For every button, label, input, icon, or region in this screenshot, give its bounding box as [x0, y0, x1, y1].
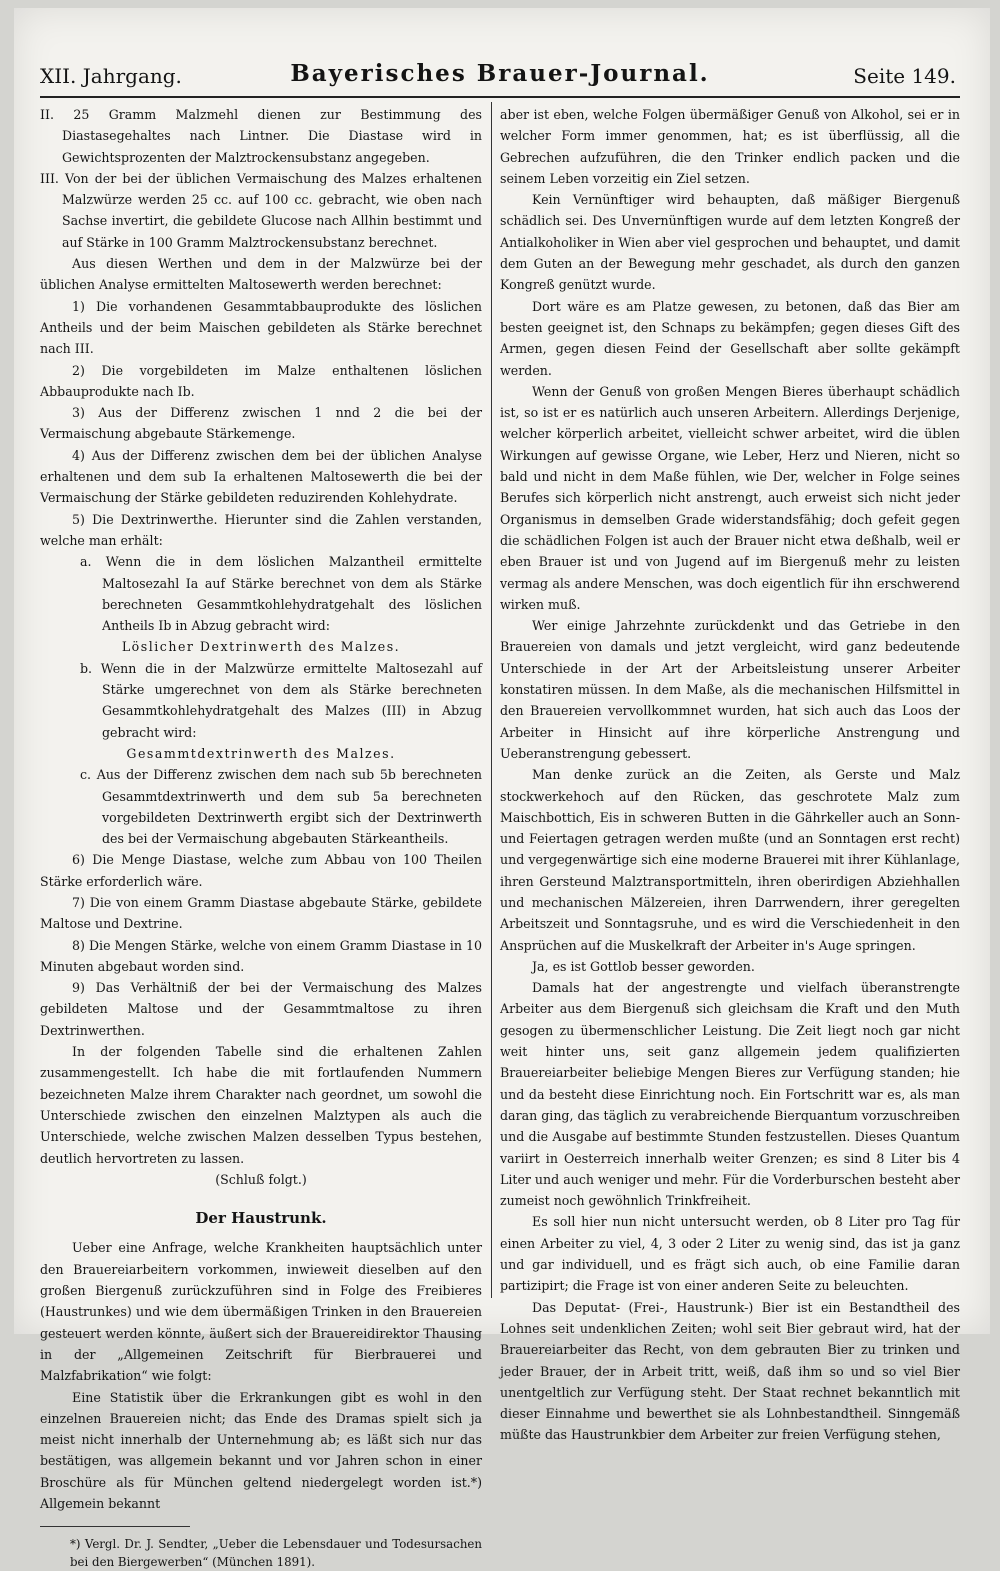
- paragraph: Damals hat der angestrengte und vielfach überanstrengte Arbeiter aus dem Biergenuß sich gleichsam die Kraft und den Muth gesogen zu übermenschlicher Leistung. Die Zeit liegt noch gar nicht weit hinter uns, seit ganz allgemein jedem qualifizierten Brauereiarbeiter beliebige Mengen Bieres zur Verfügung standen; hie und da besteht diese Einrichtung noch. Ein Fortschritt war es, als man daran ging, das täglich zu verabreichende Bierquantum vorzuschreiben und die Ausgabe auf bestimmte Stunden festzustellen. Dieses Quantum variirt in Oesterreich innerhalb weiter Grenzen; es sind 8 Liter bis 4 Liter und auch weniger und mehr. Für die Vorderburschen besteht aber zumeist noch gewöhnlich Trinkfreiheit.: [500, 980, 960, 1209]
- paragraph: 6) Die Menge Diastase, welche zum Abbau von 100 Theilen Stärke erforderlich wäre.: [40, 852, 482, 889]
- paragraph: Gesammtdextrinwerth des Malzes.: [126, 745, 396, 761]
- paragraph: In der folgenden Tabelle sind die erhaltenen Zahlen zusammengestellt. Ich habe die mit fortlaufenden Nummern bezeichneten Malze ihrem Charakter nach geordnet, um sowohl die Unterschiede zwischen den einzelnen Malztypen als auch die Unterschiede, welche zwischen Malzen desselben Typus bestehen, deutlich hervortreten zu lassen.: [40, 1044, 482, 1166]
- paragraph: Ueber eine Anfrage, welche Krankheiten hauptsächlich unter den Brauereiarbeitern vorkommen, inwieweit dieselben auf den großen Biergenuß zurückzuführen sind in Folge des Freibieres (Haustrunkes) und wie dem übermäßigen Trinken in den Brauereien gesteuert werden könnte, äußert sich der Brauereidirektor Thausing in der „Allgemeinen Zeitschrift für Bierbrauerei und Malzfabrikation“ wie folgt:: [40, 1240, 482, 1384]
- page-number: Seite 149.: [853, 64, 956, 88]
- paragraph: 4) Aus der Differenz zwischen dem bei der üblichen Analyse erhaltenen und dem sub Ia erhaltenen Maltosewerth die bei der Vermaischung der Stärke gebildeten reduzirenden Kohlehydrate.: [40, 447, 482, 506]
- paragraph: Löslicher Dextrinwerth des Malzes.: [121, 639, 401, 655]
- right-column: [500, 104, 960, 1446]
- paragraph: a. Wenn die in dem löslichen Malzantheil ermittelte Maltosezahl Ia auf Stärke berechnet von dem als Stärke berechneten Gesammtkohlehydratgehalt des löslichen Antheils Ib in Abzug gebracht wird:: [80, 554, 482, 634]
- paragraph: 3) Aus der Differenz zwischen 1 nnd 2 die bei der Vermaischung abgebaute Stärkemenge.: [40, 405, 482, 442]
- paragraph: 2) Die vorgebildeten im Malze enthaltenen löslichen Abbauprodukte nach Ib.: [40, 362, 482, 399]
- paragraph: Wenn der Genuß von großen Mengen Bieres überhaupt schädlich ist, so ist er es natürlich auch unseren Arbeitern. Allerdings Derjenige, welcher körperlich arbeitet, vielleicht schwer arbeitet, wird die üblen Wirkungen auf gewisse Organe, wie Leber, Herz und Nieren, nicht so bald und nicht in dem Maße fühlen, wie Der, welcher in Folge seines Berufes sich körperlich nicht anstrengt, auch erweist sich nicht jeder Organismus in demselben Grade widerstandsfähig; doch gefeit gegen die schädlichen Folgen ist auch der Brauer nicht etwa deßhalb, weil er eben Brauer ist und von Jugend auf im Biergenuß mehr zu leisten vermag als andere Menschen, was doch eigentlich für ihn erschwerend wirken muß.: [500, 383, 960, 612]
- paragraph: Dort wäre es am Platze gewesen, zu betonen, daß das Bier am besten geeignet ist, den Schnaps zu bekämpfen; gegen dieses Gift des Armen, gegen diesen Feind der Gesellschaft aber sollte gekämpft werden.: [500, 298, 960, 378]
- footnote-rule: [40, 1526, 190, 1527]
- paragraph: Wer einige Jahrzehnte zurückdenkt und das Getriebe in den Brauereien von damals und jetzt vergleicht, wird ganz bedeutende Unterschiede in der Art der Arbeitsleistung unserer Arbeiter konstatiren müssen. In dem Maße, als die mechanischen Hilfsmittel in den Brauereien vervollkommnet wurden, hat sich auch das Loos der Arbeiter in Hinsicht auf ihre körperliche Anstrengung und Ueberanstrengung gebessert.: [500, 618, 960, 761]
- paragraph: Man denke zurück an die Zeiten, als Gerste und Malz stockwerkehoch auf den Rücken, das geschrotete Malz zum Maischbottich, Eis in schweren Butten in die Gährkeller auch an Sonn- und Feiertagen getragen werden mußte (und an Sonntagen erst recht) und vergegenwärtige sich eine moderne Brauerei mit ihrer Kühlanlage, ihren Gersteund Malztransportmitteln, ihren oberirdigen Abziehhallen und mechanischen Mälzereien, ihren Darrwendern, ihrer geregelten Arbeitszeit und Sonntagsruhe, und es wird die Verschiedenheit in den Ansprüchen auf die Muskelkraft der Arbeiter in's Auge springen.: [500, 767, 960, 953]
- paragraph: II. 25 Gramm Malzmehl dienen zur Bestimmung des Diastasegehaltes nach Lintner. Die Diastase wird in Gewichtsprozenten der Malztrockensubstanz angegeben.: [40, 107, 482, 165]
- paragraph: III. Von der bei der üblichen Vermaischung des Malzes erhaltenen Malzwürze werden 25 cc. auf 100 cc. gebracht, wie oben nach Sachse invertirt, die gebildete Glucose nach Allhin bestimmt und auf Stärke in 100 Gramm Malztrockensubstanz berechnet.: [40, 170, 482, 250]
- paragraph: Eine Statistik über die Erkrankungen gibt es wohl in den einzelnen Brauereien nicht; das Ende des Dramas spielt sich ja meist nicht innerhalb der Unternehmung ab; es läßt sich nur das bestätigen, was allgemein bekannt und vor Jahren schon in einer Broschüre als für München geltend niedergelegt worden ist.*) Allgemein bekannt: [40, 1389, 482, 1511]
- paragraph: aber ist eben, welche Folgen übermäßiger Genuß von Alkohol, sei er in welcher Form immer genommen, hat; es ist überflüssig, all die Gebrechen aufzuführen, die den Trinker endlich packen und die seinem Leben vorzeitig ein Ziel setzen.: [500, 107, 960, 186]
- paragraph: c. Aus der Differenz zwischen dem nach sub 5b berechneten Gesammtdextrinwerth und dem sub 5a berechneten vorgebildeten Dextrinwerth ergibt sich der Dextrinwerth des bei der Vermaischung abgebauten Stärkeantheils.: [80, 767, 482, 847]
- paragraph: Ja, es ist Gottlob besser geworden.: [532, 958, 755, 974]
- article-heading: Der Haustrunk.: [195, 1209, 327, 1228]
- paragraph: Aus diesen Werthen und dem in der Malzwürze bei der üblichen Analyse ermittelten Maltosewerth werden berechnet:: [40, 256, 482, 293]
- paragraph: 8) Die Mengen Stärke, welche von einem Gramm Diastase in 10 Minuten abgebaut worden sind.: [40, 937, 482, 974]
- volume-label: XII. Jahrgang.: [40, 64, 182, 88]
- paragraph: 7) Die von einem Gramm Diastase abgebaute Stärke, gebildete Maltose und Dextrine.: [40, 894, 482, 932]
- footnote: *) Vergl. Dr. J. Sendter, „Ueber die Lebensdauer und Todesursachen bei den Biergewerben“ (München 1891).: [70, 1537, 482, 1570]
- paragraph: Es soll hier nun nicht untersucht werden, ob 8 Liter pro Tag für einen Arbeiter zu viel, 4, 3 oder 2 Liter zu wenig sind, das ist ja ganz und gar individuell, und es frägt sich auch, ob eine Familie daran partizipirt; die Frage ist von einer anderen Seite zu beleuchten.: [500, 1214, 960, 1294]
- page-header: [40, 56, 960, 98]
- paragraph: b. Wenn die in der Malzwürze ermittelte Maltosezahl auf Stärke umgerechnet von dem als Stärke berechneten Gesammtkohlehydratgehalt des Malzes (III) in Abzug gebracht wird:: [80, 660, 482, 740]
- journal-title: Bayerisches Brauer-Journal.: [290, 60, 710, 87]
- paragraph: 1) Die vorhandenen Gesammtabbauprodukte des löslichen Antheils und der beim Maischen gebildeten als Stärke berechnet nach III.: [40, 298, 482, 357]
- paragraph: Das Deputat- (Frei-, Haustrunk-) Bier ist ein Bestandtheil des Lohnes seit undenklichen Zeiten; wohl seit Bier gebraut wird, hat der Brauereiarbeiter das Recht, von dem gebrauten Bier zu trinken und jeder Brauer, der in Arbeit tritt, weiß, daß ihm so und so viel Bier unentgeltlich zur Verfügung steht. Der Staat rechnet bekanntlich mit dieser Einnahme und bewerthet sie als Lohnbestandtheil. Sinngemäß müßte das Haustrunkbier dem Arbeiter zur freien Verfügung stehen,: [500, 1299, 960, 1443]
- left-column: [40, 104, 482, 1571]
- paragraph: 9) Das Verhältniß der bei der Vermaischung des Malzes gebildeten Maltose und der Gesammtmaltose zu ihren Dextrinwerthen.: [40, 980, 482, 1038]
- paragraph: (Schluß folgt.): [215, 1171, 307, 1187]
- paragraph: Kein Vernünftiger wird behaupten, daß mäßiger Biergenuß schädlich sei. Des Unvernünftigen wurde auf dem letzten Kongreß der Antialkoholiker in Wien aber viel gesprochen und behauptet, und damit dem Guten an der Bewegung mehr geschadet, als durch den ganzen Kongreß genützt wurde.: [500, 192, 960, 293]
- paragraph: 5) Die Dextrinwerthe. Hierunter sind die Zahlen verstanden, welche man erhält:: [40, 511, 482, 548]
- newspaper-page: [14, 8, 990, 1570]
- column-divider: [491, 102, 492, 1298]
